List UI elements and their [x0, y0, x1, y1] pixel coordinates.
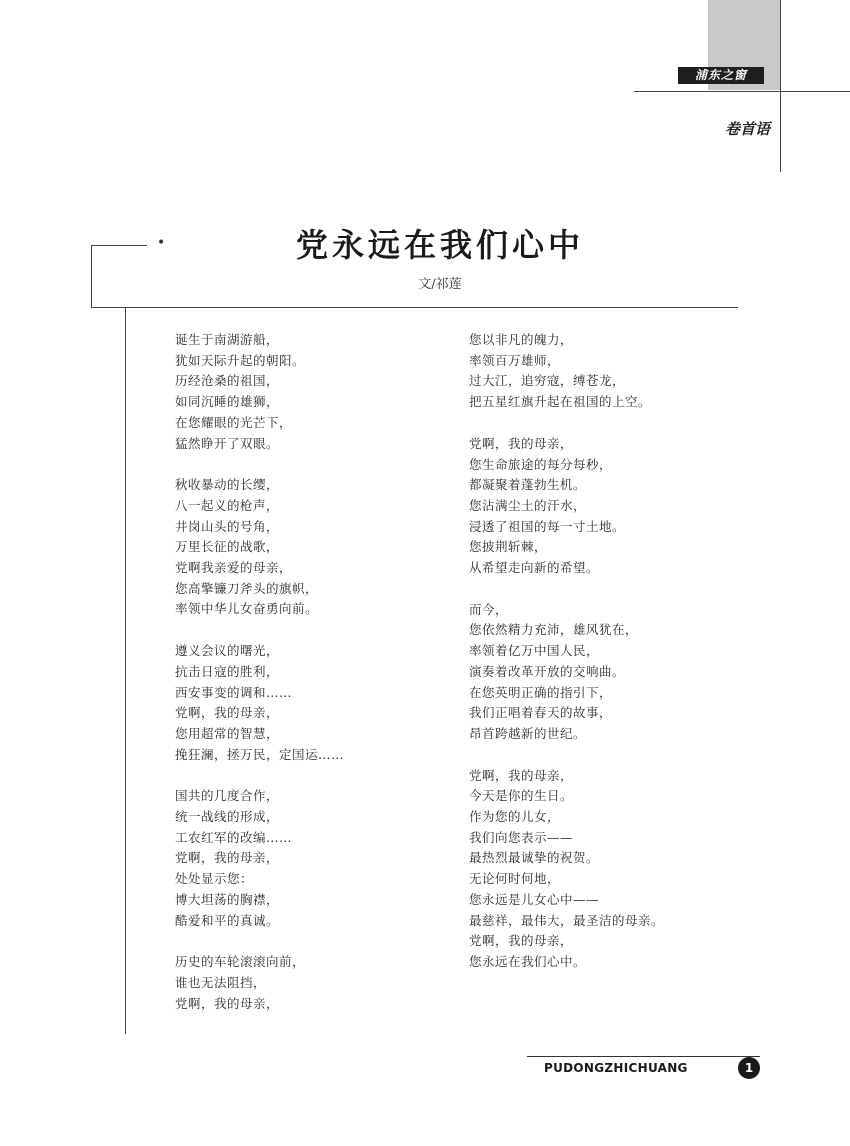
poem-line: 历史的车轮滚滚向前，	[175, 954, 306, 970]
poem-line: 率领着亿万中国人民，	[469, 643, 600, 659]
title-frame-left	[91, 245, 92, 308]
poem-line: 遵义会议的曙光，	[175, 643, 280, 659]
poem-line: 您生命旅途的每分每秒，	[469, 456, 613, 472]
article-author: 文/祁莲	[418, 277, 462, 292]
poem-line: 党啊，我的母亲，	[469, 933, 574, 949]
poem-line: 历经沧桑的祖国，	[175, 373, 280, 389]
poem-line: 抗击日寇的胜利，	[175, 663, 280, 679]
poem-line: 率领百万雄师，	[469, 352, 561, 368]
poem-line: 您依然精力充沛，雄风犹在，	[469, 622, 639, 638]
poem-line: 浸透了祖国的每一寸土地。	[469, 518, 626, 534]
poem-line: 今天是你的生日。	[469, 788, 574, 804]
poem-stanza	[175, 641, 435, 765]
poem-line: 过大江，追穷寇，缚苍龙，	[469, 373, 626, 389]
poem-line: 秋收暴动的长缨，	[175, 477, 280, 493]
poem-stanza	[175, 330, 435, 454]
poem-line: 无论何时何地，	[469, 871, 561, 887]
poem-line: 统一战线的形成，	[175, 809, 280, 825]
poem-line: 井岗山头的号角，	[175, 518, 280, 534]
poem-column-right	[469, 330, 729, 994]
body-left-rule	[125, 308, 126, 1034]
header-divider-horizontal	[634, 91, 850, 92]
poem-line: 您沾满尘土的汗水，	[469, 497, 587, 513]
poem-line: 党啊我亲爱的母亲，	[175, 560, 293, 576]
poem-line: 在您英明正确的指引下，	[469, 684, 613, 700]
poem-line: 您永远是儿女心中——	[469, 891, 600, 907]
poem-line: 党啊，我的母亲，	[469, 767, 574, 783]
poem-stanza	[175, 952, 435, 1014]
poem-line: 犹如天际升起的朝阳。	[175, 352, 306, 368]
poem-line: 最慈祥，最伟大，最圣洁的母亲。	[469, 912, 665, 928]
poem-line: 在您耀眼的光芒下，	[175, 414, 293, 430]
poem-line: 党啊，我的母亲，	[175, 850, 280, 866]
title-frame-bottom	[91, 307, 738, 308]
poem-stanza	[469, 434, 729, 579]
poem-line: 猛然睁开了双眼。	[175, 435, 280, 451]
poem-line: 诞生于南湖游船，	[175, 332, 280, 347]
magazine-logo: 浦东之窗	[678, 67, 764, 84]
section-label: 卷首语	[724, 120, 770, 138]
poem-line: 处处显示您：	[175, 871, 254, 887]
poem-line: 您以非凡的魄力，	[469, 332, 574, 347]
footer-rule	[527, 1056, 760, 1057]
poem-stanza	[175, 786, 435, 931]
poem-line: 最热烈最诚挚的祝贺。	[469, 850, 600, 866]
poem-line: 如同沉睡的雄狮，	[175, 394, 280, 410]
poem-stanza	[469, 600, 729, 745]
poem-line: 国共的几度合作，	[175, 788, 280, 804]
poem-line: 都凝聚着蓬勃生机。	[469, 477, 587, 493]
poem-line: 您高擎镰刀斧头的旗帜，	[175, 580, 319, 596]
poem-line: 率领中华儿女奋勇向前。	[175, 601, 319, 617]
poem-line: 从希望走向新的希望。	[469, 560, 600, 576]
poem-stanza	[469, 330, 729, 413]
poem-stanza	[175, 475, 435, 620]
bullet-dot-icon: •	[157, 235, 166, 251]
poem-column-left	[175, 330, 435, 1035]
poem-line: 我们向您表示——	[469, 829, 574, 845]
poem-line: 党啊，我的母亲，	[469, 435, 574, 451]
poem-line: 您用超常的智慧，	[175, 725, 280, 741]
poem-line: 把五星红旗升起在祖国的上空。	[469, 394, 652, 410]
footer-magazine-name: PUDONGZHICHUANG	[544, 1061, 688, 1075]
poem-line: 谁也无法阻挡，	[175, 974, 267, 990]
poem-line: 我们正唱着春天的故事，	[469, 705, 613, 721]
poem-line: 酷爱和平的真诚。	[175, 912, 280, 928]
poem-stanza	[469, 766, 729, 973]
poem-line: 演奏着改革开放的交响曲。	[469, 663, 626, 679]
poem-line: 党啊，我的母亲，	[175, 705, 280, 721]
title-frame-top	[91, 245, 147, 246]
poem-line: 工农红军的改编……	[175, 829, 293, 845]
poem-line: 万里长征的战歌，	[175, 539, 280, 555]
poem-line: 您永远在我们心中。	[469, 953, 587, 969]
poem-line: 挽狂澜，拯万民，定国运……	[175, 746, 345, 762]
poem-line: 而今，	[469, 601, 509, 617]
poem-line: 党啊，我的母亲，	[175, 995, 280, 1011]
poem-line: 作为您的儿女，	[469, 809, 561, 825]
article-title: 党永远在我们心中	[295, 226, 584, 264]
poem-line: 博大坦荡的胸襟，	[175, 891, 280, 907]
header-divider-vertical	[780, 0, 781, 172]
poem-line: 西安事变的调和……	[175, 684, 293, 700]
poem-line: 八一起义的枪声，	[175, 497, 280, 513]
page-number: 1	[738, 1057, 760, 1079]
poem-line: 昂首跨越新的世纪。	[469, 725, 587, 741]
poem-line: 您披荆斩棘，	[469, 539, 548, 555]
